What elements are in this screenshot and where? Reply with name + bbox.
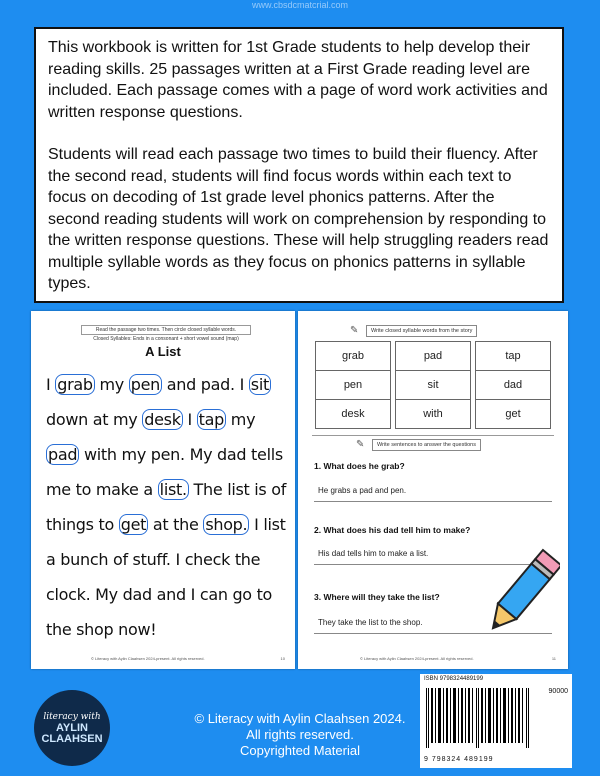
answer-2: His dad tells him to make a list. [318,549,429,558]
circled-word: grab [57,375,93,394]
word-cell: tap [475,341,551,371]
barcode-icon [424,688,534,748]
right-page-preview [298,311,568,669]
circled-word: tap [198,410,225,429]
page-number: 10 [280,656,285,661]
story-line: clock. My dad and I can go to [46,585,273,604]
word-cell: sit [395,371,471,400]
section-divider [312,435,554,436]
circled-word: get [120,515,147,534]
word-cell: get [475,400,551,429]
copyright-line: All rights reserved. [246,727,354,742]
story-line: the shop now! [46,620,157,639]
story-line: a bunch of stuff. I check the [46,550,261,569]
story-line: me to make a list. The list is of [46,480,287,499]
description-paragraph-2: Students will read each passage two times to build their fluency. After the second read, students will find focus words within each text to focus on decoding of 1st grade level phonics patterns. After the second reading students will work on comprehension by responding to the written response questions. These will help struggling readers read multiple syllable words as they focus on phonics patterns in syllable types. [48,146,549,292]
description-paragraph-1: This workbook is written for 1st Grade students to help develop their reading skills. 25 passages written at a First Grade reading level are included. Each passage comes with a page of word work activities and written response questions. [48,39,548,121]
copyright-line: © Literacy with Aylin Claahsen 2024. [194,711,406,726]
price-code: 90000 [548,688,568,695]
word-cell: pad [395,341,471,371]
isbn-label: ISBN 9798324489199 [424,676,484,682]
barcode-box [420,674,572,768]
circled-word: sit [250,375,269,394]
answer-1: He grabs a pad and pen. [318,486,407,495]
pencil-icon: ✎ [350,325,359,336]
circled-word: desk [144,410,181,429]
word-grid [315,341,551,429]
page-number: 11 [551,656,556,661]
page-footer: © Literacy with Aylin Claahsen 2024-present. All rights reserved. [91,656,205,661]
answer-3: They take the list to the shop. [318,618,423,627]
answer-line [314,501,552,502]
circled-word: pen [130,375,160,394]
isbn-digits: 9 798324 489199 [424,756,494,763]
story-line: pad with my pen. My dad tells [48,445,283,464]
pencil-icon: ✎ [356,439,365,450]
story-line: down at my desk I tap my [46,410,256,429]
story-text [46,367,291,647]
copyright-watermark: Copyrighted Material [240,743,360,758]
story-title: A List [145,344,181,359]
question-2: 2. What does his dad tell him to make? [314,525,471,535]
word-cell: pen [315,371,391,400]
word-section-header: Write closed syllable words from the story [366,325,477,337]
story-line: I grab my pen and pad. I sit [46,375,269,394]
pencil-illustration-icon [480,546,560,646]
closed-syllable-definition: Closed Syllables: Ends in a consonant + short vowel sound (map) [93,336,239,342]
page-footer: © Literacy with Aylin Claahsen 2024-present. All rights reserved. [360,656,474,661]
brand-logo: literacy with AYLIN CLAAHSEN [34,690,110,766]
word-cell: grab [315,341,391,371]
circled-word: shop. [205,515,248,534]
left-page-preview [31,311,295,669]
page-url: www.cbsdcmatcrial.com [251,0,349,10]
question-1: 1. What does he grab? [314,461,405,471]
question-3: 3. Where will they take the list? [314,592,440,602]
description-box [34,27,564,303]
circled-word: pad [48,445,78,464]
circled-word: list. [159,480,187,499]
word-cell: desk [315,400,391,429]
word-cell: with [395,400,471,429]
story-line: things to get at the shop. I list [46,515,286,534]
sentence-section-header: Write sentences to answer the questions [372,439,481,451]
word-cell: dad [475,371,551,400]
reading-instruction: Read the passage two times. Then circle closed syllable words. [81,325,251,335]
